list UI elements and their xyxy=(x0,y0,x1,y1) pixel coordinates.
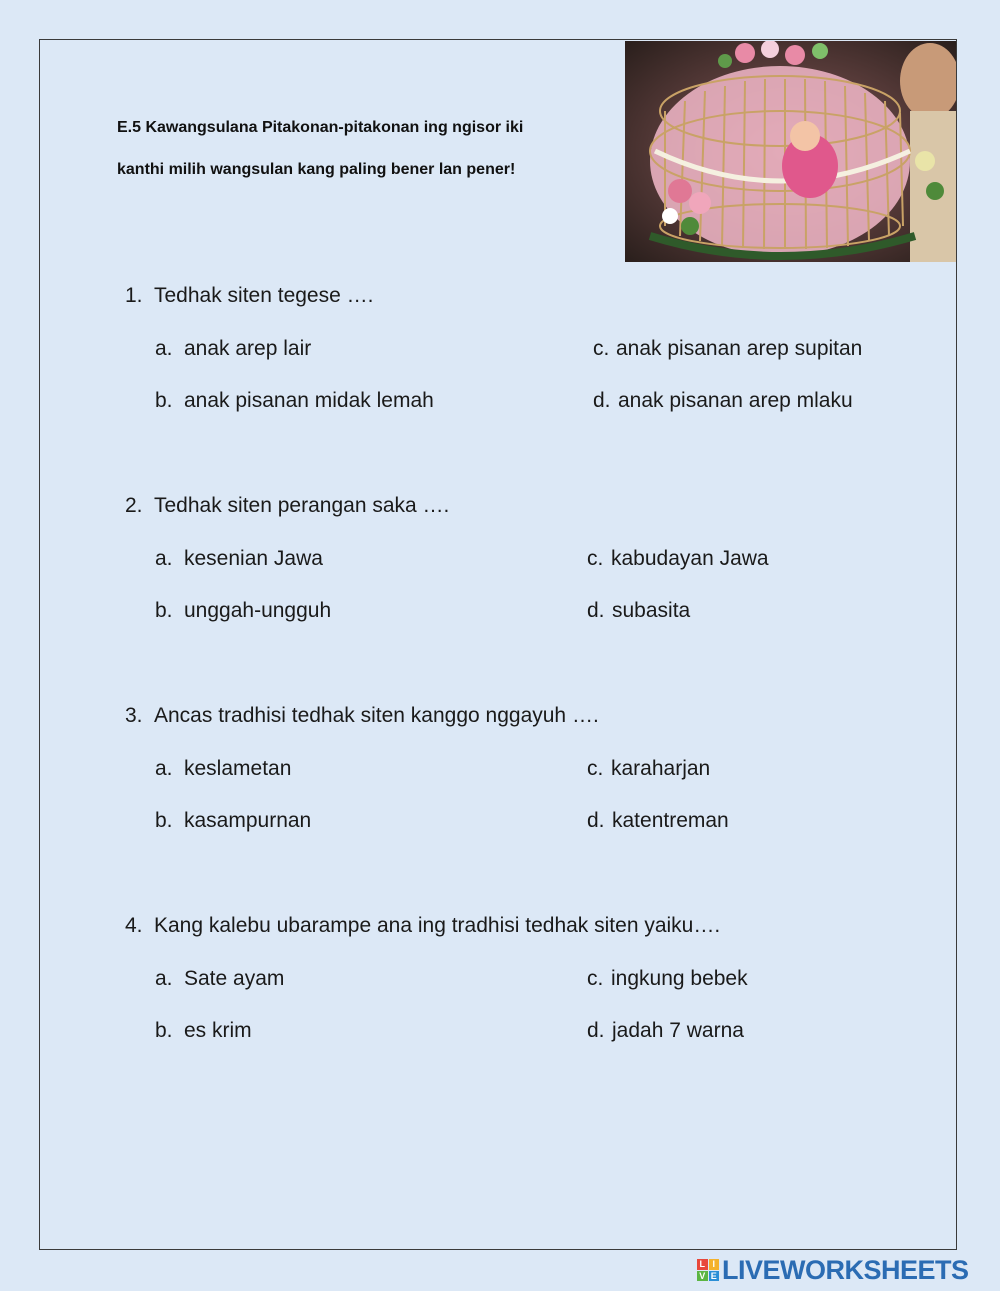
option-letter: c. xyxy=(587,757,604,780)
question-number: 3. xyxy=(125,704,143,727)
option-letter: a. xyxy=(155,547,173,570)
option-text: unggah-ungguh xyxy=(184,599,332,622)
option-text: Sate ayam xyxy=(184,967,285,990)
option-letter: b. xyxy=(155,389,173,412)
option-letter: c. xyxy=(593,337,610,360)
logo-letter: E xyxy=(709,1271,720,1282)
q1-option-d[interactable] xyxy=(593,389,853,413)
option-text: es krim xyxy=(184,1019,252,1042)
option-letter: d. xyxy=(587,809,605,832)
question-text: Kang kalebu ubarampe ana ing tradhisi tedhak siten yaiku…. xyxy=(154,914,721,937)
q2-option-d[interactable] xyxy=(587,599,690,623)
option-letter: d. xyxy=(593,389,611,412)
option-text: subasita xyxy=(612,599,691,622)
q3-option-b[interactable] xyxy=(155,809,311,833)
option-letter: d. xyxy=(587,599,605,622)
question-number: 1. xyxy=(125,284,143,307)
q4-option-a[interactable] xyxy=(155,967,284,991)
question-text: Tedhak siten perangan saka …. xyxy=(154,494,450,517)
q3-option-a[interactable] xyxy=(155,757,291,781)
question-4 xyxy=(125,914,720,938)
option-letter: b. xyxy=(155,809,173,832)
question-2 xyxy=(125,494,449,518)
q1-option-c[interactable] xyxy=(593,337,862,361)
option-text: keslametan xyxy=(184,757,292,780)
option-text: jadah 7 warna xyxy=(612,1019,744,1042)
q2-option-a[interactable] xyxy=(155,547,323,571)
question-text: Ancas tradhisi tedhak siten kanggo nggayuh …. xyxy=(154,704,599,727)
option-text: katentreman xyxy=(612,809,729,832)
logo-letter: I xyxy=(709,1259,720,1270)
option-letter: c. xyxy=(587,547,604,570)
option-text: kesenian Jawa xyxy=(184,547,323,570)
liveworksheets-logo[interactable] xyxy=(697,1255,969,1285)
option-letter: b. xyxy=(155,599,173,622)
logo-letter: L xyxy=(697,1259,708,1270)
question-text: Tedhak siten tegese …. xyxy=(154,284,374,307)
option-letter: d. xyxy=(587,1019,605,1042)
option-text: ingkung bebek xyxy=(611,967,748,990)
option-letter: b. xyxy=(155,1019,173,1042)
logo-text: LIVEWORKSHEETS xyxy=(722,1254,969,1285)
q1-option-a[interactable] xyxy=(155,337,311,361)
option-letter: a. xyxy=(155,757,173,780)
logo-letter: V xyxy=(697,1271,708,1282)
option-text: kasampurnan xyxy=(184,809,312,832)
bird-cage-photo xyxy=(625,41,956,262)
q4-option-b[interactable] xyxy=(155,1019,252,1043)
question-number: 2. xyxy=(125,494,143,517)
q2-option-c[interactable] xyxy=(587,547,769,571)
q4-option-d[interactable] xyxy=(587,1019,744,1043)
liveworksheets-logo-icon xyxy=(697,1259,719,1281)
question-number: 4. xyxy=(125,914,143,937)
option-letter: a. xyxy=(155,967,173,990)
option-text: anak pisanan arep mlaku xyxy=(618,389,853,412)
q3-option-d[interactable] xyxy=(587,809,729,833)
option-letter: a. xyxy=(155,337,173,360)
q1-option-b[interactable] xyxy=(155,389,434,413)
q4-option-c[interactable] xyxy=(587,967,748,991)
option-text: anak arep lair xyxy=(184,337,312,360)
question-3 xyxy=(125,704,599,728)
option-text: anak pisanan arep supitan xyxy=(616,337,863,360)
instruction-line-1: E.5 Kawangsulana Pitakonan-pitakonan ing ngisor iki xyxy=(117,119,524,136)
option-letter: c. xyxy=(587,967,604,990)
option-text: kabudayan Jawa xyxy=(611,547,769,570)
option-text: anak pisanan midak lemah xyxy=(184,389,434,412)
q2-option-b[interactable] xyxy=(155,599,331,623)
question-1 xyxy=(125,284,373,308)
instruction-line-2: kanthi milih wangsulan kang paling bener lan pener! xyxy=(117,161,516,178)
option-text: karaharjan xyxy=(611,757,711,780)
q3-option-c[interactable] xyxy=(587,757,710,781)
